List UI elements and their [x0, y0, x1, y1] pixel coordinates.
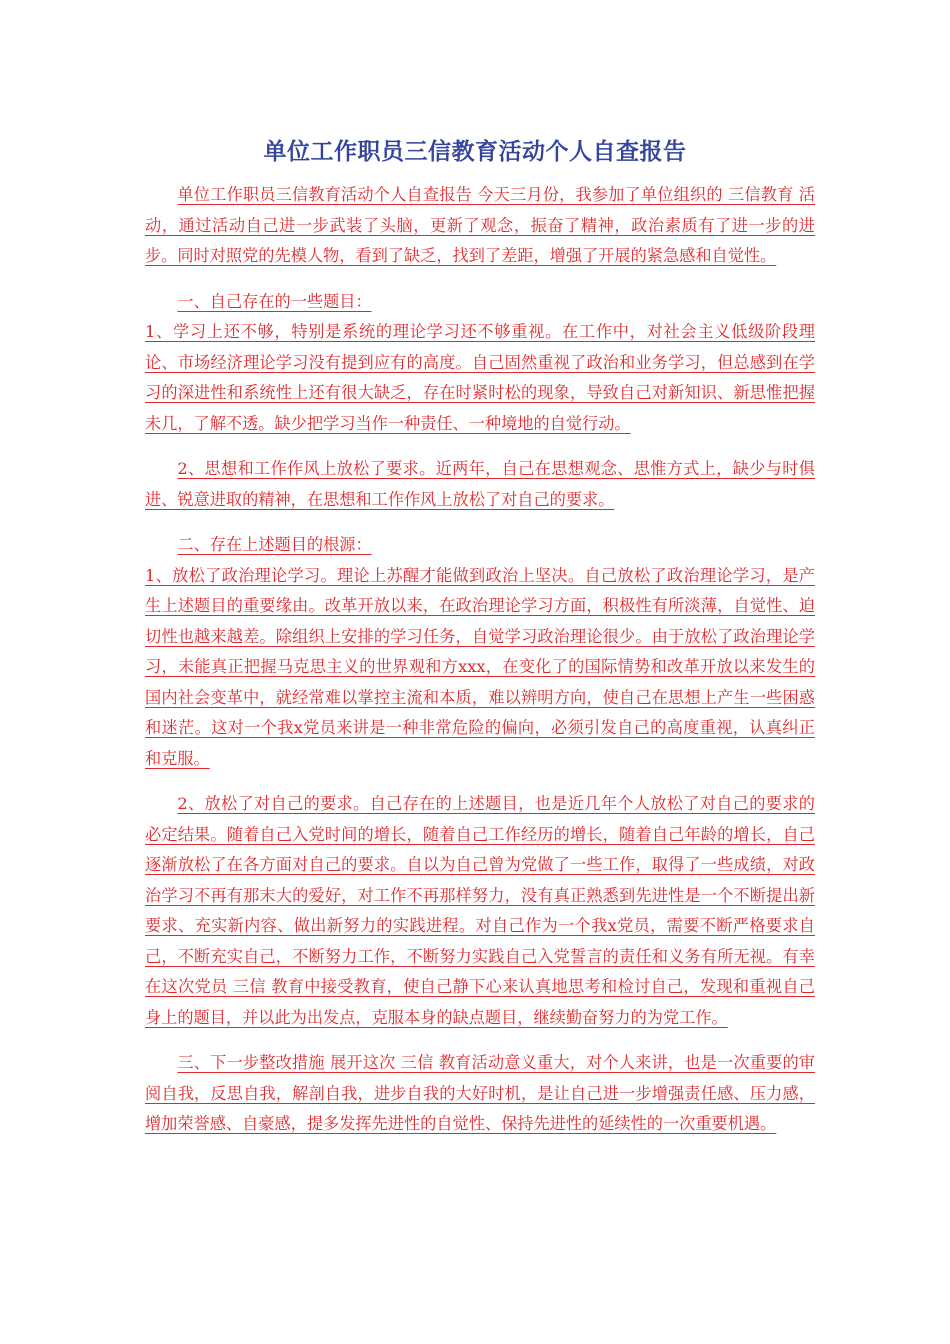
paragraph-text: 三、下一步整改措施 展开这次 三信 教育活动意义重大，对个人来讲，也是一次重要的审阅自我，反思自我，解剖自我，进步自我的大好时机，是让自己进一步增强责任感、压力感，增加荣誉感、自豪感，提多发挥先进性的自觉性、保持先进性的延续性的一次重要机遇。	[145, 1053, 815, 1133]
paragraph-text: 2、思想和工作作风上放松了要求。近两年，自己在思想观念、思惟方式上，缺少与时俱进、锐意进取的精神，在思想和工作作风上放松了对自己的要求。	[145, 459, 815, 509]
paragraph-text: 1、放松了政治理论学习。理论上苏醒才能做到政治上坚决。自己放松了政治理论学习，是产生上述题目的重要缘由。改革开放以来，在政治理论学习方面，积极性有所淡薄，自觉性、迫切性也越来越差。除组织上安排的学习任务，自觉学习政治理论很少。由于放松了政治理论学习，未能真正把握马克思主义的世界观和方xxx，在变化了的国际情势和改革开放以来发生的国内社会变革中，就经常难以掌控主流和本质，难以辨明方向，使自己在思想上产生一些困惑和迷茫。这对一个我x党员来讲是一种非常危险的偏向，必须引发自己的高度重视，认真纠正和克服。	[145, 565, 815, 768]
paragraph-text: 2、放松了对自己的要求。自己存在的上述题目，也是近几年个人放松了对自己的要求的必定结果。随着自己入党时间的增长，随着自己工作经历的增长，随着自己年龄的增长，自己逐渐放松了在各方面对自己的要求。自以为自己曾为党做了一些工作，取得了一些成绩，对政治学习不再有那末大的爱好，对工作不再那样努力，没有真正熟悉到先进性是一个不断提出新要求、充实新内容、做出新努力的实践进程。对自己作为一个我x党员，需要不断严格要求自己，不断充实自己，不断努力工作，不断努力实践自己入党誓言的责任和义务有所无视。有幸在这次党员 三信 教育中接受教育，使自己静下心来认真地思考和检讨自己，发现和重视自己身上的题目，并以此为出发点，克服本身的缺点题目，继续勤奋努力的为党工作。	[145, 794, 815, 1027]
paragraph-2-1	[145, 561, 815, 775]
paragraph-text: 1、学习上还不够，特别是系统的理论学习还不够重视。在工作中，对社会主义低级阶段理论、市场经济理论学习没有提到应有的高度。自己固然重视了政治和业务学习，但总感到在学习的深进性和系统性上还有很大缺乏，存在时紧时松的现象，导致自己对新知识、新思惟把握未几，了解不透。缺少把学习当作一种责任、一种境地的自觉行动。	[145, 322, 815, 433]
document-title: 单位工作职员三信教育活动个人自查报告	[263, 139, 687, 165]
paragraph-text: 一、自己存在的一些题目：	[177, 291, 372, 311]
section-heading-1	[145, 287, 815, 318]
section-heading-2	[145, 530, 815, 561]
paragraph-text: 二、存在上述题目的根源：	[177, 535, 372, 554]
paragraph-intro	[145, 180, 815, 272]
paragraph-1-2	[145, 454, 815, 515]
document-body	[145, 180, 815, 1155]
paragraph-2-2	[145, 789, 815, 1033]
paragraph-text: 单位工作职员三信教育活动个人自查报告 今天三月份，我参加了单位组织的 三信教育 活动，通过活动自己进一步武装了头脑，更新了观念，振奋了精神，政治素质有了进一步的进步。同时对照党的先模人物，看到了缺乏，找到了差距，增强了开展的紧急感和自觉性。	[145, 185, 815, 265]
paragraph-1-1	[145, 317, 815, 439]
paragraph-3	[145, 1048, 815, 1140]
